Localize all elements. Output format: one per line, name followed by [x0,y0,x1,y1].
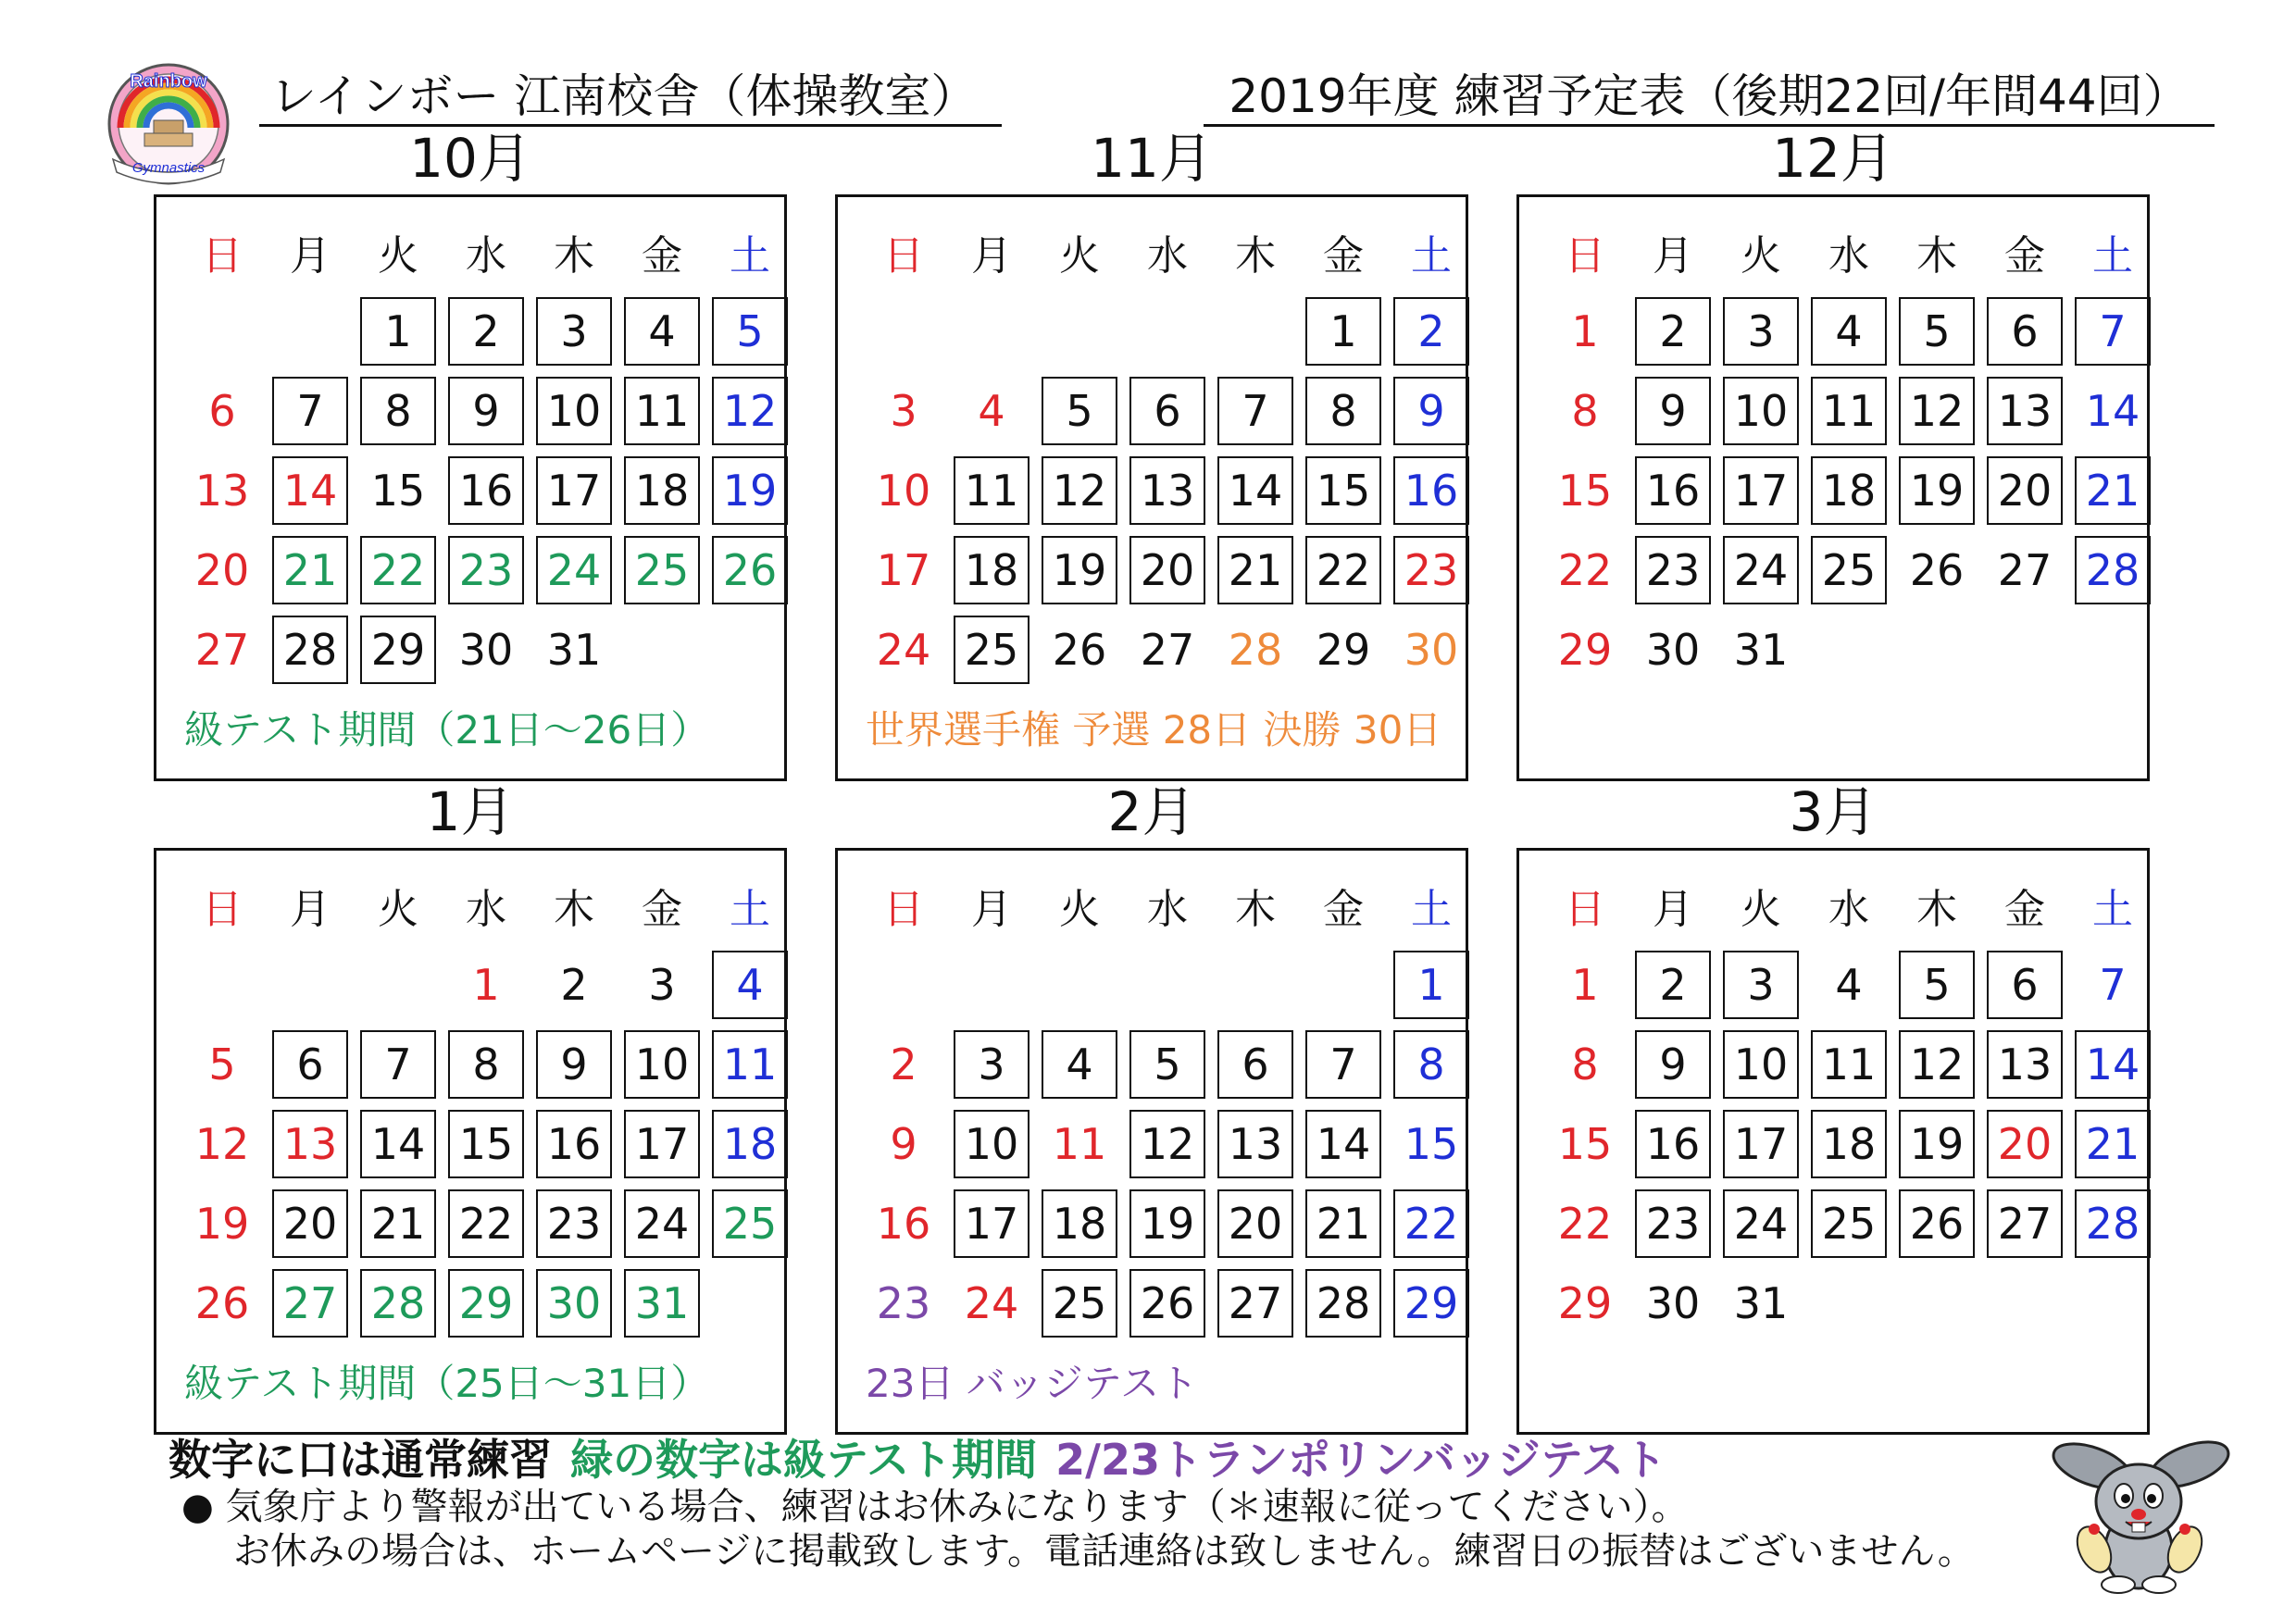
day-cell: 22 [1305,536,1381,604]
weekday-header: 金 [1323,886,1364,933]
day-cell: 11 [1052,1119,1107,1169]
day-cell: 18 [712,1110,788,1178]
day-cell: 4 [1811,297,1887,366]
day-cell: 14 [1305,1110,1381,1178]
day-cell: 25 [1811,536,1887,604]
day-cell: 17 [876,545,931,595]
day-cell: 20 [1987,1110,2063,1178]
day-cell: 29 [360,616,436,684]
day-cell: 1 [1305,297,1381,366]
day-cell: 4 [978,386,1005,436]
day-cell: 7 [1305,1030,1381,1099]
day-cell: 2 [890,1039,917,1089]
day-cell: 11 [1811,1030,1887,1099]
day-cell: 14 [2085,386,2140,436]
day-cell: 25 [624,536,700,604]
day-cell: 13 [194,466,250,516]
day-cell: 25 [1042,1269,1117,1338]
day-cell: 4 [1042,1030,1117,1099]
day-cell: 23 [536,1189,612,1258]
calendar-note: 世界選手権 予選 28日 決勝 30日 [866,707,1442,753]
day-cell: 27 [1997,545,2053,595]
day-cell: 19 [194,1199,250,1249]
day-cell: 29 [448,1269,524,1338]
day-cell: 23 [448,536,524,604]
day-cell: 6 [1129,377,1205,445]
school-name: レインボー 江南校舎（体操教室） [259,68,1002,127]
day-cell: 17 [536,456,612,525]
day-cell: 26 [1909,545,1965,595]
weekday-header: 水 [466,886,506,933]
day-cell: 13 [1217,1110,1293,1178]
weekday-header: 金 [2004,232,2045,280]
day-cell: 12 [1042,456,1117,525]
day-cell: 19 [712,456,788,525]
day-cell: 24 [1723,536,1799,604]
day-cell: 20 [272,1189,348,1258]
day-cell: 27 [1140,625,1195,675]
logo-text-bottom: Gymnastics [131,160,206,176]
day-cell: 1 [1571,306,1599,356]
day-cell: 14 [360,1110,436,1178]
day-cell: 24 [1723,1189,1799,1258]
day-cell: 3 [1723,951,1799,1019]
legend-normal: 数字に口は通常練習 [168,1435,552,1485]
day-cell: 30 [1404,625,1459,675]
day-cell: 24 [964,1278,1019,1328]
day-cell: 25 [712,1189,788,1258]
day-cell: 1 [1393,951,1469,1019]
day-cell: 9 [890,1119,917,1169]
day-cell: 21 [2075,1110,2151,1178]
day-cell: 22 [1557,1199,1613,1249]
day-cell: 20 [1217,1189,1293,1258]
day-cell: 31 [624,1269,700,1338]
day-cell: 16 [536,1110,612,1178]
day-cell: 28 [1305,1269,1381,1338]
day-cell: 23 [1393,536,1469,604]
day-cell: 25 [954,616,1029,684]
day-cell: 27 [1987,1189,2063,1258]
weekday-header: 月 [971,886,1012,933]
calendar-note: 級テスト期間（21日～26日） [184,707,710,753]
day-cell: 21 [2075,456,2151,525]
day-cell: 30 [1645,1278,1701,1328]
month-title: 1月 [426,780,515,843]
day-cell: 25 [1811,1189,1887,1258]
day-cell: 8 [360,377,436,445]
day-cell: 19 [1899,1110,1975,1178]
calendar-grid [154,848,787,1435]
day-cell: 23 [876,1278,931,1328]
day-cell: 9 [536,1030,612,1099]
day-cell: 21 [272,536,348,604]
day-cell: 10 [1723,377,1799,445]
weekday-header: 月 [1653,232,1693,280]
day-cell: 19 [1042,536,1117,604]
day-cell: 8 [1393,1030,1469,1099]
weekday-header: 水 [1828,232,1869,280]
day-cell: 13 [1129,456,1205,525]
weekday-header: 水 [1828,886,1869,933]
day-cell: 16 [1635,456,1711,525]
weekday-header: 日 [883,232,924,280]
weekday-header: 火 [1741,232,1781,280]
weekday-header: 木 [554,886,594,933]
day-cell: 2 [1393,297,1469,366]
month-title: 10月 [409,127,531,190]
day-cell: 26 [194,1278,250,1328]
day-cell: 2 [560,960,588,1010]
day-cell: 10 [624,1030,700,1099]
weekday-header: 月 [290,886,331,933]
day-cell: 29 [1557,625,1613,675]
day-cell: 18 [624,456,700,525]
day-cell: 19 [1899,456,1975,525]
day-cell: 14 [2075,1030,2151,1099]
day-cell: 17 [954,1189,1029,1258]
day-cell: 18 [1042,1189,1117,1258]
day-cell: 22 [1557,545,1613,595]
day-cell: 18 [1811,456,1887,525]
weekday-header: 火 [1059,886,1100,933]
day-cell: 3 [1723,297,1799,366]
day-cell: 11 [624,377,700,445]
day-cell: 9 [1635,1030,1711,1099]
day-cell: 8 [1571,1039,1599,1089]
weekday-header: 日 [1565,232,1605,280]
weekday-header: 火 [1741,886,1781,933]
day-cell: 28 [1228,625,1283,675]
calendar-grid [835,848,1468,1435]
day-cell: 18 [1811,1110,1887,1178]
day-cell: 24 [624,1189,700,1258]
day-cell: 29 [1557,1278,1613,1328]
day-cell: 9 [1635,377,1711,445]
day-cell: 7 [1217,377,1293,445]
day-cell: 13 [1987,1030,2063,1099]
weekday-header: 火 [378,232,418,280]
legend-green: 緑の数字は級テスト期間 [570,1435,1038,1485]
day-cell: 3 [648,960,676,1010]
info-notice: お休みの場合は、ホームページに掲載致します。電話連絡は致しません。練習日の振替はございません。 [233,1530,1975,1573]
day-cell: 12 [712,377,788,445]
day-cell: 6 [272,1030,348,1099]
weekday-header: 土 [2092,886,2133,933]
day-cell: 2 [1635,297,1711,366]
weekday-header: 木 [1916,232,1957,280]
day-cell: 20 [1129,536,1205,604]
weekday-header: 日 [883,886,924,933]
weekday-header: 木 [1235,886,1276,933]
day-cell: 8 [1305,377,1381,445]
month-title: 11月 [1091,127,1213,190]
day-cell: 1 [472,960,500,1010]
day-cell: 27 [194,625,250,675]
day-cell: 3 [954,1030,1029,1099]
day-cell: 7 [272,377,348,445]
month-title: 3月 [1789,780,1878,843]
day-cell: 17 [624,1110,700,1178]
weekday-header: 土 [730,886,770,933]
logo-text-top: Rainbow [130,71,207,92]
day-cell: 15 [1305,456,1381,525]
day-cell: 9 [1393,377,1469,445]
calendar-grid [1516,848,2150,1435]
weekday-header: 金 [2004,886,2045,933]
day-cell: 26 [1052,625,1107,675]
weekday-header: 火 [378,886,418,933]
day-cell: 1 [360,297,436,366]
day-cell: 30 [536,1269,612,1338]
day-cell: 8 [1571,386,1599,436]
day-cell: 14 [1217,456,1293,525]
weekday-header: 水 [466,232,506,280]
day-cell: 6 [1987,951,2063,1019]
weekday-header: 日 [202,232,243,280]
day-cell: 21 [1217,536,1293,604]
month-title: 2月 [1107,780,1196,843]
day-cell: 29 [1393,1269,1469,1338]
day-cell: 29 [1316,625,1371,675]
day-cell: 16 [1635,1110,1711,1178]
day-cell: 9 [448,377,524,445]
day-cell: 5 [1042,377,1117,445]
weekday-header: 金 [642,886,682,933]
day-cell: 13 [272,1110,348,1178]
day-cell: 11 [954,456,1029,525]
day-cell: 7 [2075,297,2151,366]
weekday-header: 月 [290,232,331,280]
day-cell: 15 [1557,466,1613,516]
weekday-header: 土 [1411,232,1452,280]
day-cell: 28 [2075,1189,2151,1258]
day-cell: 13 [1987,377,2063,445]
weekday-header: 金 [1323,232,1364,280]
day-cell: 2 [1635,951,1711,1019]
day-cell: 5 [1899,951,1975,1019]
day-cell: 24 [876,625,931,675]
day-cell: 15 [370,466,426,516]
calendar-note: 級テスト期間（25日～31日） [184,1361,710,1406]
day-cell: 17 [1723,456,1799,525]
weekday-header: 月 [1653,886,1693,933]
calendar-grid [1516,194,2150,781]
day-cell: 11 [1811,377,1887,445]
day-cell: 28 [360,1269,436,1338]
day-cell: 5 [712,297,788,366]
day-cell: 5 [1129,1030,1205,1099]
weekday-header: 水 [1147,886,1188,933]
weekday-header: 土 [2092,232,2133,280]
day-cell: 31 [1733,625,1789,675]
day-cell: 4 [624,297,700,366]
info-warning: ● 気象庁より警報が出ている場合、練習はお休みになります（＊速報に従ってください）。 [181,1486,1689,1528]
day-cell: 15 [1557,1119,1613,1169]
day-cell: 28 [2075,536,2151,604]
legend [168,1433,1685,1487]
weekday-header: 月 [971,232,1012,280]
weekday-header: 土 [1411,886,1452,933]
day-cell: 30 [1645,625,1701,675]
day-cell: 27 [272,1269,348,1338]
day-cell: 17 [1723,1110,1799,1178]
day-cell: 10 [536,377,612,445]
day-cell: 12 [1899,377,1975,445]
day-cell: 16 [876,1199,931,1249]
calendar-grid [835,194,1468,781]
day-cell: 16 [1393,456,1469,525]
calendar-grid [154,194,787,781]
day-cell: 22 [1393,1189,1469,1258]
day-cell: 5 [1899,297,1975,366]
day-cell: 18 [954,536,1029,604]
day-cell: 12 [194,1119,250,1169]
weekday-header: 土 [730,232,770,280]
day-cell: 7 [2099,960,2127,1010]
rabbit-mascot-icon [2046,1429,2231,1596]
day-cell: 19 [1129,1189,1205,1258]
day-cell: 21 [1305,1189,1381,1258]
day-cell: 24 [536,536,612,604]
month-title: 12月 [1772,127,1894,190]
day-cell: 6 [1987,297,2063,366]
day-cell: 23 [1635,536,1711,604]
day-cell: 10 [954,1110,1029,1178]
day-cell: 27 [1217,1269,1293,1338]
day-cell: 15 [448,1110,524,1178]
day-cell: 2 [448,297,524,366]
weekday-header: 木 [1235,232,1276,280]
day-cell: 23 [1635,1189,1711,1258]
day-cell: 15 [1404,1119,1459,1169]
day-cell: 3 [890,386,917,436]
day-cell: 12 [1129,1110,1205,1178]
day-cell: 20 [194,545,250,595]
day-cell: 28 [272,616,348,684]
day-cell: 7 [360,1030,436,1099]
day-cell: 22 [448,1189,524,1258]
day-cell: 5 [208,1039,236,1089]
day-cell: 31 [1733,1278,1789,1328]
day-cell: 20 [1987,456,2063,525]
weekday-header: 金 [642,232,682,280]
day-cell: 6 [1217,1030,1293,1099]
day-cell: 6 [208,386,236,436]
day-cell: 4 [1835,960,1863,1010]
day-cell: 22 [360,536,436,604]
weekday-header: 日 [1565,886,1605,933]
day-cell: 30 [458,625,514,675]
day-cell: 11 [712,1030,788,1099]
day-cell: 21 [360,1189,436,1258]
schedule-title: 2019年度 練習予定表（後期22回/年間44回） [1204,68,2215,127]
day-cell: 8 [448,1030,524,1099]
day-cell: 10 [1723,1030,1799,1099]
day-cell: 1 [1571,960,1599,1010]
day-cell: 26 [712,536,788,604]
weekday-header: 木 [1916,886,1957,933]
day-cell: 4 [712,951,788,1019]
day-cell: 31 [546,625,602,675]
day-cell: 10 [876,466,931,516]
weekday-header: 日 [202,886,243,933]
day-cell: 26 [1129,1269,1205,1338]
day-cell: 3 [536,297,612,366]
day-cell: 16 [448,456,524,525]
legend-purple: 2/23トランポリンバッジテスト [1055,1435,1666,1485]
day-cell: 26 [1899,1189,1975,1258]
weekday-header: 水 [1147,232,1188,280]
day-cell: 12 [1899,1030,1975,1099]
weekday-header: 木 [554,232,594,280]
calendar-note: 23日 バッジテスト [866,1361,1199,1406]
day-cell: 14 [272,456,348,525]
weekday-header: 火 [1059,232,1100,280]
